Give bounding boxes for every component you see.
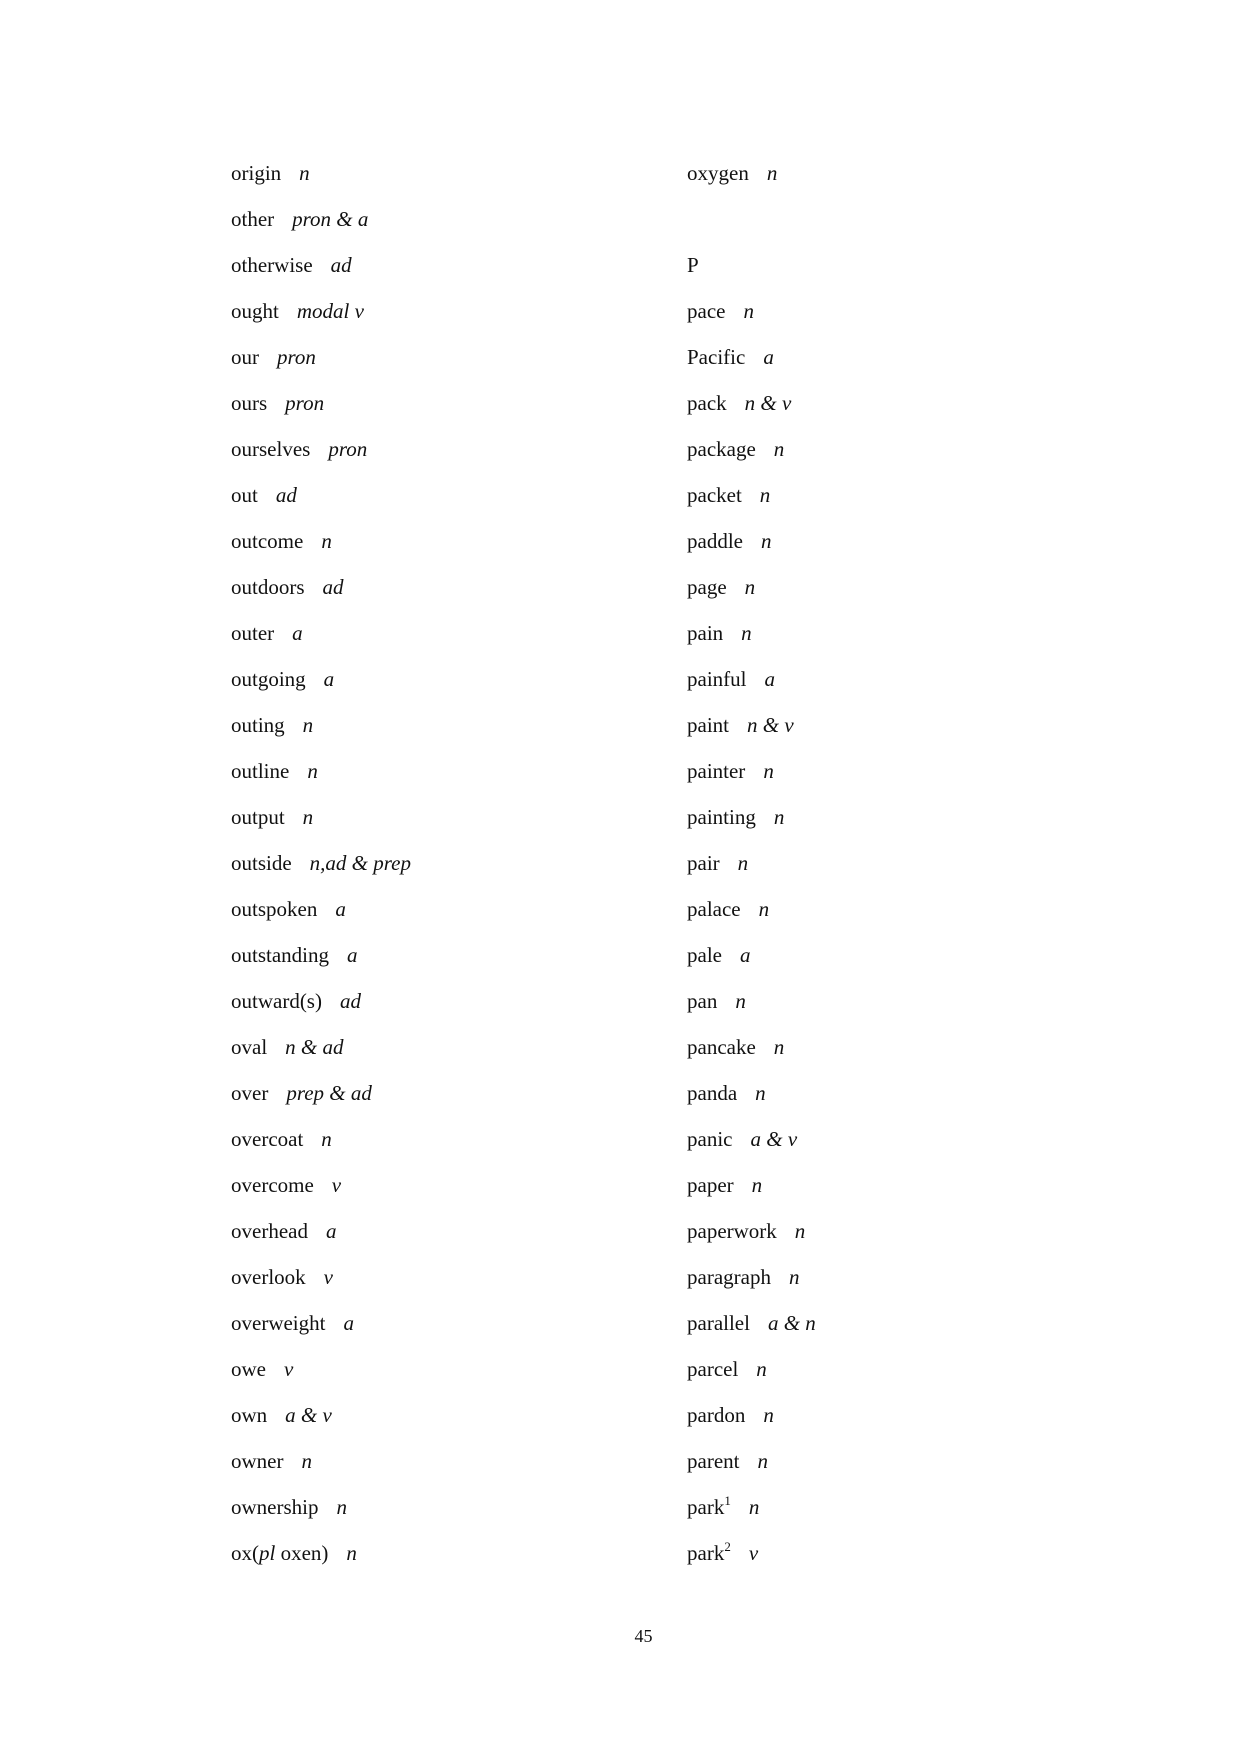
part-of-speech: n — [757, 1449, 768, 1473]
entry-row — [687, 160, 1107, 206]
part-of-speech: a & v — [750, 1127, 798, 1151]
part-of-speech: a — [335, 897, 346, 921]
headword: ourselves — [231, 437, 311, 461]
headword: owe — [231, 1357, 266, 1381]
headword: pardon — [687, 1403, 746, 1427]
headword: owner — [231, 1449, 284, 1473]
part-of-speech: n — [321, 529, 332, 553]
blank-row — [687, 206, 1107, 252]
entry-row — [231, 942, 651, 988]
part-of-speech: v — [284, 1357, 294, 1381]
part-of-speech: n — [744, 575, 756, 599]
headword: painter — [687, 759, 746, 783]
headword: out — [231, 483, 258, 507]
part-of-speech: modal v — [296, 299, 364, 323]
entry-row — [687, 1540, 1107, 1586]
entry-row — [687, 344, 1107, 390]
headword: package — [687, 437, 756, 461]
headword: own — [231, 1403, 268, 1427]
entry-row — [687, 436, 1107, 482]
part-of-speech: n — [299, 161, 310, 185]
headword: ours — [231, 391, 268, 415]
part-of-speech: prep & ad — [286, 1081, 372, 1105]
part-of-speech: a — [292, 621, 303, 645]
entry-row — [687, 1310, 1107, 1356]
headword-text: park — [687, 1495, 725, 1519]
entry-row — [231, 252, 651, 298]
entry-row — [687, 896, 1107, 942]
entry-row — [231, 482, 651, 528]
entry-row — [687, 1448, 1107, 1494]
entry-row — [231, 1218, 651, 1264]
headword-italic: pl — [259, 1541, 276, 1565]
part-of-speech: n — [301, 1449, 312, 1473]
headword: pack — [687, 391, 727, 415]
headword: palace — [687, 897, 741, 921]
entry-row — [231, 1172, 651, 1218]
headword-suffix: oxen) — [275, 1541, 329, 1565]
entry-row — [687, 1218, 1107, 1264]
part-of-speech: ad — [322, 575, 344, 599]
entry-row — [231, 1080, 651, 1126]
headword-text: park — [687, 1541, 725, 1565]
entry-row — [231, 1402, 651, 1448]
headword: panda — [687, 1081, 738, 1105]
part-of-speech: n,ad & prep — [309, 851, 411, 875]
entry-row — [231, 758, 651, 804]
headword: overlook — [231, 1265, 306, 1289]
part-of-speech: n — [794, 1219, 806, 1243]
entry-row — [231, 666, 651, 712]
part-of-speech: a — [347, 943, 358, 967]
headword: painful — [687, 667, 747, 691]
entry-row — [231, 1540, 651, 1586]
entry-row — [687, 298, 1107, 344]
part-of-speech: v — [323, 1265, 333, 1289]
headword: pale — [687, 943, 722, 967]
headword: overweight — [231, 1311, 326, 1335]
headword: outcome — [231, 529, 304, 553]
headword: parallel — [687, 1311, 750, 1335]
entry-row — [231, 1448, 651, 1494]
headword: pace — [687, 299, 726, 323]
headword: outstanding — [231, 943, 329, 967]
part-of-speech: v — [748, 1541, 759, 1565]
entry-row — [687, 528, 1107, 574]
headword: paragraph — [687, 1265, 771, 1289]
part-of-speech: a — [764, 667, 775, 691]
entry-row — [687, 574, 1107, 620]
headword: pancake — [687, 1035, 756, 1059]
headword: outspoken — [231, 897, 318, 921]
part-of-speech: n — [755, 1081, 766, 1105]
headword: pan — [687, 989, 718, 1013]
part-of-speech: n — [748, 1495, 760, 1519]
right-column — [687, 160, 1107, 1586]
headword: outside — [231, 851, 292, 875]
entry-row — [687, 390, 1107, 436]
section-letter: P — [687, 253, 699, 277]
entry-row — [231, 344, 651, 390]
homograph-number: 2 — [724, 1539, 731, 1554]
headword: Pacific — [687, 345, 746, 369]
entry-row — [231, 1494, 651, 1540]
part-of-speech: a & v — [285, 1403, 332, 1427]
entry-row — [687, 1494, 1107, 1540]
left-column — [231, 160, 651, 1586]
entry-row — [687, 1034, 1107, 1080]
headword — [687, 1541, 731, 1565]
entry-row — [231, 1310, 651, 1356]
headword: painting — [687, 805, 756, 829]
part-of-speech: n — [321, 1127, 332, 1151]
part-of-speech: n — [735, 989, 746, 1013]
headword: outgoing — [231, 667, 306, 691]
headword: outdoors — [231, 575, 305, 599]
entry-row — [231, 436, 651, 482]
entry-row — [231, 804, 651, 850]
part-of-speech: n — [773, 437, 785, 461]
headword — [231, 1541, 328, 1565]
part-of-speech: n & ad — [285, 1035, 344, 1059]
part-of-speech: n — [307, 759, 318, 783]
headword: parcel — [687, 1357, 739, 1381]
part-of-speech: n — [773, 805, 785, 829]
headword: paperwork — [687, 1219, 777, 1243]
part-of-speech: a — [763, 345, 774, 369]
headword — [687, 1495, 731, 1519]
part-of-speech: n — [336, 1495, 347, 1519]
entry-row — [687, 988, 1107, 1034]
part-of-speech: a — [323, 667, 335, 691]
headword: overhead — [231, 1219, 308, 1243]
part-of-speech: n — [763, 759, 774, 783]
entry-row — [687, 1356, 1107, 1402]
part-of-speech: ad — [330, 253, 352, 277]
headword: origin — [231, 161, 282, 185]
entry-row — [231, 620, 651, 666]
headword: overcome — [231, 1173, 314, 1197]
part-of-speech: pron & a — [292, 207, 369, 231]
part-of-speech: n — [763, 1403, 774, 1427]
entry-row — [231, 160, 651, 206]
part-of-speech: ad — [339, 989, 361, 1013]
entry-row — [231, 574, 651, 620]
headword: output — [231, 805, 285, 829]
entry-row — [231, 528, 651, 574]
part-of-speech: a & n — [767, 1311, 816, 1335]
entry-row — [687, 942, 1107, 988]
entry-row — [687, 1080, 1107, 1126]
headword: oxygen — [687, 161, 749, 185]
entry-row — [687, 1172, 1107, 1218]
part-of-speech: pron — [277, 345, 316, 369]
entry-row — [231, 1126, 651, 1172]
entry-row — [231, 896, 651, 942]
headword: oval — [231, 1035, 268, 1059]
headword: paper — [687, 1173, 734, 1197]
entry-row — [687, 1402, 1107, 1448]
part-of-speech: n — [759, 483, 771, 507]
entry-row — [687, 482, 1107, 528]
part-of-speech: n — [346, 1541, 357, 1565]
headword: overcoat — [231, 1127, 304, 1151]
part-of-speech: n — [773, 1035, 785, 1059]
part-of-speech: n — [756, 1357, 767, 1381]
headword: our — [231, 345, 259, 369]
part-of-speech: n & v — [744, 391, 792, 415]
entry-row — [231, 298, 651, 344]
headword: outer — [231, 621, 275, 645]
part-of-speech: n & v — [747, 713, 794, 737]
headword: ownership — [231, 1495, 319, 1519]
headword: otherwise — [231, 253, 313, 277]
entry-row — [687, 712, 1107, 758]
entry-row — [687, 1264, 1107, 1310]
part-of-speech: n — [741, 621, 752, 645]
headword-prefix: ox( — [231, 1541, 259, 1565]
entry-row — [231, 1034, 651, 1080]
part-of-speech: n — [758, 897, 770, 921]
page-number: 45 — [634, 1626, 653, 1646]
part-of-speech: n — [302, 805, 314, 829]
part-of-speech: n — [751, 1173, 763, 1197]
headword: pair — [687, 851, 720, 875]
entry-row — [687, 620, 1107, 666]
part-of-speech: a — [325, 1219, 337, 1243]
entry-row — [231, 1356, 651, 1402]
entry-row — [687, 758, 1107, 804]
headword: parent — [687, 1449, 740, 1473]
homograph-number: 1 — [724, 1493, 731, 1508]
headword: pain — [687, 621, 724, 645]
entry-row — [231, 390, 651, 436]
part-of-speech: n — [737, 851, 749, 875]
headword: packet — [687, 483, 742, 507]
entry-row — [231, 206, 651, 252]
part-of-speech: a — [739, 943, 751, 967]
headword: other — [231, 207, 275, 231]
headword: panic — [687, 1127, 733, 1151]
part-of-speech: a — [343, 1311, 354, 1335]
headword: page — [687, 575, 727, 599]
headword: ought — [231, 299, 279, 323]
headword: paint — [687, 713, 729, 737]
part-of-speech: n — [760, 529, 772, 553]
headword: over — [231, 1081, 269, 1105]
part-of-speech: n — [302, 713, 314, 737]
headword: outward(s) — [231, 989, 322, 1013]
entry-row — [231, 1264, 651, 1310]
headword: outing — [231, 713, 285, 737]
part-of-speech: n — [788, 1265, 800, 1289]
entry-row — [687, 804, 1107, 850]
entry-row — [231, 988, 651, 1034]
entry-row — [687, 666, 1107, 712]
part-of-speech: ad — [275, 483, 297, 507]
part-of-speech: pron — [285, 391, 325, 415]
part-of-speech: n — [743, 299, 754, 323]
entry-row — [231, 712, 651, 758]
entry-row — [687, 850, 1107, 896]
entry-row — [687, 1126, 1107, 1172]
part-of-speech: v — [331, 1173, 342, 1197]
headword: outline — [231, 759, 290, 783]
headword: paddle — [687, 529, 743, 553]
part-of-speech: n — [766, 161, 778, 185]
entry-row — [231, 850, 651, 896]
part-of-speech: pron — [328, 437, 368, 461]
